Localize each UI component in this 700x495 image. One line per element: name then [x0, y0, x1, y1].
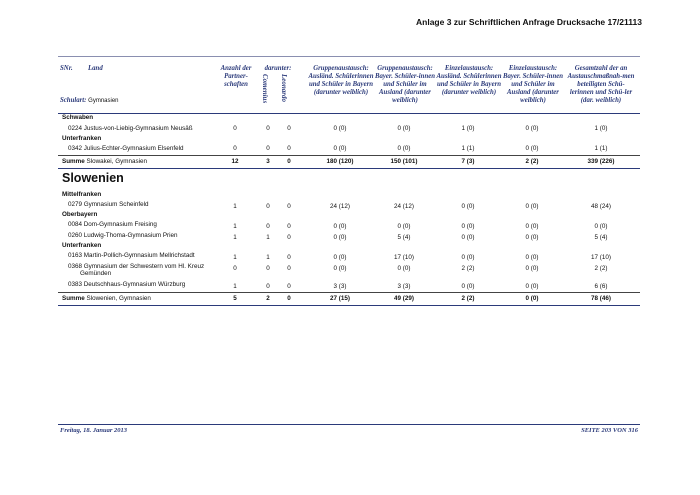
cell-einz-ausl: 1 (1)	[461, 145, 475, 152]
table-row	[58, 251, 640, 262]
cell-grp-ausl: 0 (0)	[333, 234, 347, 241]
cell-grp-bay: 3 (3)	[397, 283, 411, 290]
table-row	[58, 144, 640, 155]
cell-comenius: 0	[266, 145, 270, 152]
school-name: 0163 Martin-Pollich-Gymnasium Mellrichstadt	[68, 252, 195, 259]
cell-einz-ausl: 0 (0)	[461, 283, 475, 290]
footer-date: Freitag, 18. Januar 2013	[60, 427, 127, 434]
school-name: 0368 Gymnasium der Schwestern vom Hl. Kreuz	[68, 263, 205, 270]
header-leonardo: Leonardo	[280, 74, 288, 102]
cell-leonardo: 0	[287, 203, 291, 210]
cell-einz-bay: 0 (0)	[525, 203, 539, 210]
cell-einz-ausl: 0 (0)	[461, 234, 475, 241]
page-footer	[58, 424, 640, 434]
table-row	[58, 262, 640, 280]
cell-anzahl: 1	[233, 254, 237, 261]
sum-label	[62, 158, 147, 165]
header-schulart	[60, 97, 119, 104]
header-grp-ausl: Gruppenaustausch: Ausländ. Schülerinnen und Schüler in Bayern (darunter weiblich)	[308, 65, 374, 96]
sum-divider	[58, 155, 640, 156]
cell-grp-ausl: 3 (3)	[333, 283, 347, 290]
cell-anzahl: 1	[233, 223, 237, 230]
sum-divider	[58, 292, 640, 293]
sum-anzahl: 5	[233, 295, 237, 302]
cell-anzahl: 1	[233, 203, 237, 210]
cell-comenius: 0	[266, 203, 270, 210]
header-einz-ausl: Einzelaustausch: Ausländ. Schülerinnen und Schüler in Bayern (darunter weiblich)	[436, 65, 502, 96]
region-name: Mittelfranken	[62, 191, 102, 198]
sum-label	[62, 295, 151, 302]
sum-leonardo: 0	[287, 295, 291, 302]
cell-grp-ausl: 0 (0)	[333, 265, 347, 272]
cell-leonardo: 0	[287, 125, 291, 132]
school-name: 0279 Gymnasium Scheinfeld	[68, 201, 149, 208]
cell-grp-bay: 5 (4)	[397, 234, 411, 241]
schulart-value: Gymnasien	[88, 98, 119, 104]
cell-gesamt: 1 (0)	[594, 125, 608, 132]
cell-einz-bay: 0 (0)	[525, 234, 539, 241]
cell-comenius: 1	[266, 254, 270, 261]
school-name: 0342 Julius-Echter-Gymnasium Elsenfeld	[68, 145, 184, 152]
cell-einz-bay: 0 (0)	[525, 265, 539, 272]
cell-leonardo: 0	[287, 223, 291, 230]
cell-einz-ausl: 2 (2)	[461, 265, 475, 272]
section-divider	[58, 168, 640, 169]
schulart-label: Schulart:	[60, 97, 87, 104]
cell-grp-bay: 0 (0)	[397, 145, 411, 152]
cell-gesamt: 0 (0)	[594, 223, 608, 230]
cell-einz-ausl: 0 (0)	[461, 203, 475, 210]
document-reference: Anlage 3 zur Schriftlichen Anfrage Drucksache 17/21113	[416, 17, 642, 27]
school-name: 0383 Deutschhaus-Gymnasium Würzburg	[68, 281, 186, 288]
cell-comenius: 0	[266, 265, 270, 272]
cell-gesamt: 48 (24)	[591, 203, 611, 210]
region-name: Oberbayern	[62, 211, 98, 218]
cell-einz-bay: 0 (0)	[525, 145, 539, 152]
cell-einz-bay: 0 (0)	[525, 254, 539, 261]
cell-einz-bay: 0 (0)	[525, 283, 539, 290]
header-grp-bay: Gruppenaustausch: Bayer. Schüler-innen und Schüler im Ausland (darunter weiblich)	[374, 65, 436, 104]
cell-grp-bay: 24 (12)	[394, 203, 414, 210]
cell-einz-ausl: 1 (0)	[461, 125, 475, 132]
cell-leonardo: 0	[287, 234, 291, 241]
sum-row	[58, 294, 640, 305]
region-name: Unterfranken	[62, 242, 102, 249]
cell-leonardo: 0	[287, 145, 291, 152]
cell-grp-bay: 0 (0)	[397, 125, 411, 132]
header-snr: SNr.	[60, 65, 73, 72]
table-header	[58, 56, 640, 114]
cell-anzahl: 1	[233, 234, 237, 241]
region-name: Unterfranken	[62, 135, 102, 142]
sum-gesamt: 339 (226)	[587, 158, 615, 165]
region-name: Schwaben	[62, 114, 94, 121]
header-gesamt: Gesamtzahl der an Austauschmaßnah-men beteiligten Schü-lerinnen und Schü-ler (dar. weiblich)	[567, 65, 635, 104]
sum-anzahl: 12	[231, 158, 239, 165]
header-anzahl: Anzahl der Partner-schaften	[220, 65, 252, 88]
cell-leonardo: 0	[287, 254, 291, 261]
sum-einz-ausl: 7 (3)	[461, 158, 475, 165]
cell-grp-ausl: 24 (12)	[330, 203, 350, 210]
cell-einz-ausl: 0 (0)	[461, 254, 475, 261]
header-einz-bay: Einzelaustausch: Bayer. Schüler-innen und Schüler im Ausland (darunter weiblich)	[502, 65, 564, 104]
cell-gesamt: 17 (10)	[591, 254, 611, 261]
cell-grp-ausl: 0 (0)	[333, 125, 347, 132]
sum-einz-bay: 2 (2)	[525, 158, 539, 165]
region-row	[58, 113, 640, 124]
cell-anzahl: 0	[233, 125, 237, 132]
school-name: 0084 Dom-Gymnasium Freising	[68, 221, 157, 228]
sum-grp-bay: 150 (101)	[390, 158, 418, 165]
cell-einz-bay: 0 (0)	[525, 125, 539, 132]
sum-grp-ausl: 180 (120)	[326, 158, 354, 165]
cell-comenius: 1	[266, 234, 270, 241]
sum-label-keyword: Summe	[62, 295, 85, 302]
cell-grp-bay: 0 (0)	[397, 223, 411, 230]
header-land: Land	[88, 65, 103, 72]
table-row	[58, 220, 640, 231]
header-comenius: Comenius	[261, 74, 269, 104]
cell-anzahl: 0	[233, 265, 237, 272]
school-name: 0260 Ludwig-Thoma-Gymnasium Prien	[68, 232, 178, 239]
country-title: Slowenien	[62, 171, 124, 185]
cell-comenius: 0	[266, 223, 270, 230]
cell-comenius: 0	[266, 125, 270, 132]
cell-grp-ausl: 0 (0)	[333, 145, 347, 152]
cell-einz-ausl: 0 (0)	[461, 223, 475, 230]
school-name: 0224 Justus-von-Liebig-Gymnasium Neusäß	[68, 125, 193, 132]
cell-gesamt: 1 (1)	[594, 145, 608, 152]
footer-page-number: SEITE 203 VON 316	[581, 427, 638, 434]
sum-grp-bay: 49 (29)	[394, 295, 414, 302]
cell-leonardo: 0	[287, 283, 291, 290]
cell-gesamt: 5 (4)	[594, 234, 608, 241]
cell-grp-ausl: 0 (0)	[333, 223, 347, 230]
cell-grp-ausl: 0 (0)	[333, 254, 347, 261]
sum-comenius: 2	[266, 295, 270, 302]
header-darunter: darunter:	[264, 65, 292, 72]
sum-gesamt: 78 (46)	[591, 295, 611, 302]
sum-leonardo: 0	[287, 158, 291, 165]
cell-gesamt: 6 (6)	[594, 283, 608, 290]
sum-label-name: Slowenien, Gymnasien	[86, 295, 151, 302]
sum-einz-bay: 0 (0)	[525, 295, 539, 302]
cell-einz-bay: 0 (0)	[525, 223, 539, 230]
school-name-continued: Gemünden	[80, 270, 112, 277]
sum-comenius: 3	[266, 158, 270, 165]
table-row	[58, 280, 640, 291]
cell-gesamt: 2 (2)	[594, 265, 608, 272]
cell-grp-bay: 17 (10)	[394, 254, 414, 261]
sum-grp-ausl: 27 (15)	[330, 295, 350, 302]
sum-einz-ausl: 2 (2)	[461, 295, 475, 302]
cell-anzahl: 1	[233, 283, 237, 290]
cell-leonardo: 0	[287, 265, 291, 272]
sum-label-name: Slowakei, Gymnasien	[86, 158, 148, 165]
section-divider	[58, 305, 640, 306]
sum-label-keyword: Summe	[62, 158, 85, 165]
cell-anzahl: 0	[233, 145, 237, 152]
sum-row	[58, 157, 640, 168]
cell-comenius: 0	[266, 283, 270, 290]
cell-grp-bay: 0 (0)	[397, 265, 411, 272]
